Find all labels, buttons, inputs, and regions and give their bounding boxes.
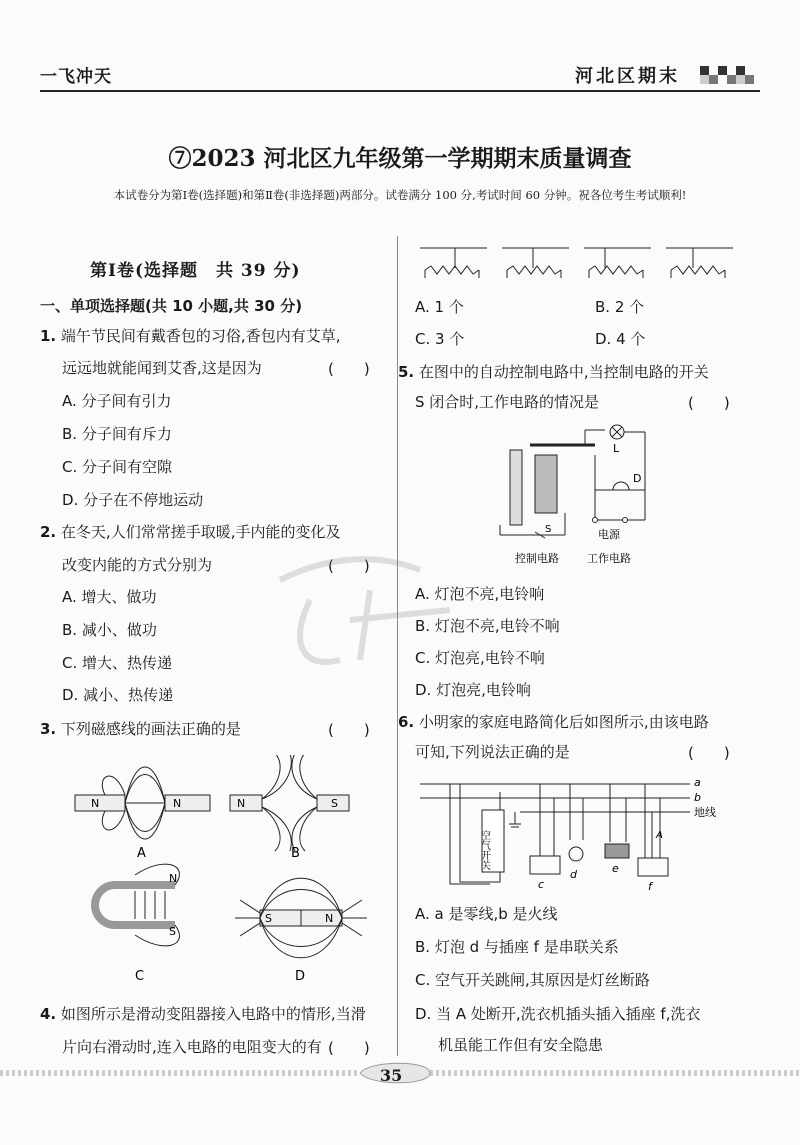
page-number: 35 — [380, 1066, 403, 1085]
question-5-line-1: 5. 在图中的自动控制电路中,当控制电路的开关 — [398, 363, 709, 381]
q2-option-a: A. 增大、做功 — [62, 588, 157, 606]
line-a-label: a — [694, 776, 701, 789]
q6-option-a: A. a 是零线,b 是火线 — [415, 905, 558, 923]
q1-option-c: C. 分子间有空隙 — [62, 458, 173, 476]
q5-option-a: A. 灯泡不亮,电铃响 — [415, 585, 545, 603]
question-3-line-1: 3. 下列磁感线的画法正确的是 — [40, 720, 241, 738]
socket-f-label: f — [648, 880, 652, 892]
figure-label-d: D — [295, 969, 306, 984]
breaker-label: 空气开关 — [478, 830, 490, 870]
pole-label: S — [331, 797, 338, 810]
lamp-label: L — [613, 442, 620, 455]
question-4-line-1: 4. 如图所示是滑动变阻器接入电路中的情形,当滑 — [40, 1005, 366, 1023]
relay-circuit-figure — [495, 420, 665, 570]
answer-blank: ( ) — [328, 721, 370, 739]
q1-option-d: D. 分子在不停地运动 — [62, 491, 204, 509]
figure-label-b: B — [291, 846, 300, 861]
power-label: 电源 — [598, 528, 620, 541]
switch-e-label: e — [612, 862, 619, 875]
q2-option-b: B. 减小、做功 — [62, 621, 157, 639]
work-circuit-label: 工作电路 — [587, 552, 631, 565]
part-one-title: 第Ⅰ卷(选择题 共 39 分) — [90, 261, 301, 281]
q6-option-b: B. 灯泡 d 与插座 f 是串联关系 — [415, 938, 619, 956]
q4-option-d: D. 4 个 — [595, 330, 646, 348]
answer-blank: ( ) — [328, 1039, 370, 1057]
pole-label: N — [91, 797, 100, 810]
answer-blank: ( ) — [328, 360, 370, 378]
answer-blank: ( ) — [688, 394, 730, 412]
q4-option-a: A. 1 个 — [415, 298, 464, 316]
figure-label-c: C — [135, 969, 145, 984]
section-heading: 一、单项选择题(共 10 小题,共 30 分) — [40, 297, 303, 315]
pole-label: S — [265, 912, 272, 925]
magnetic-field-figures — [55, 755, 385, 985]
q1-option-a: A. 分子间有引力 — [62, 392, 172, 410]
question-1-line-1: 1. 端午节民间有戴香包的习俗,香包内有艾草, — [40, 327, 341, 345]
pole-label: N — [173, 797, 182, 810]
header-rule — [40, 90, 760, 92]
exam-instructions: 本试卷分为第Ⅰ卷(选择题)和第Ⅱ卷(非选择题)两部分。试卷满分 100 分,考试时间 60 分钟。祝各位考生考试顺利! — [113, 188, 687, 202]
pole-label: S — [169, 925, 176, 938]
answer-blank: ( ) — [688, 744, 730, 762]
q6-option-c: C. 空气开关跳闸,其原因是灯丝断路 — [415, 971, 650, 989]
q5-option-c: C. 灯泡亮,电铃不响 — [415, 649, 545, 667]
answer-blank: ( ) — [328, 557, 370, 575]
q2-option-d: D. 减小、热传递 — [62, 686, 174, 704]
q1-option-b: B. 分子间有斥力 — [62, 425, 172, 443]
figure-label-a: A — [137, 846, 146, 861]
q4-option-b: B. 2 个 — [595, 298, 645, 316]
line-b-label: b — [694, 791, 701, 804]
checker-decoration — [700, 66, 754, 88]
section-label: 河北区期末 — [575, 66, 680, 87]
question-2-line-1: 2. 在冬天,人们常常搓手取暖,手内能的变化及 — [40, 523, 341, 541]
q5-option-d: D. 灯泡亮,电铃响 — [415, 681, 531, 699]
lamp-d-label: d — [570, 868, 577, 881]
bell-label: D — [633, 472, 642, 485]
question-6-line-1: 6. 小明家的家庭电路简化后如图所示,由该电路 — [398, 713, 709, 731]
pole-label: N — [169, 872, 178, 885]
brand-logo-text: 一飞冲天 — [40, 67, 112, 87]
ground-line-label: 地线 — [694, 806, 716, 819]
question-6-line-2: 可知,下列说法正确的是 — [415, 743, 570, 761]
socket-c-label: c — [538, 878, 545, 891]
q6-option-d-line-2: 机虽能工作但有安全隐患 — [438, 1036, 604, 1054]
question-2-line-2: 改变内能的方式分别为 — [62, 556, 213, 574]
pole-label: N — [325, 912, 334, 925]
question-4-line-2: 片向右滑动时,连入电路的电阻变大的有 — [62, 1038, 322, 1056]
q4-option-c: C. 3 个 — [415, 330, 465, 348]
q2-option-c: C. 增大、热传递 — [62, 654, 173, 672]
point-a-label: A — [656, 830, 663, 841]
q6-option-d-line-1: D. 当 A 处断开,洗衣机插头插入插座 f,洗衣 — [415, 1005, 701, 1023]
rheostat-figures — [415, 240, 745, 285]
q5-option-b: B. 灯泡不亮,电铃不响 — [415, 617, 560, 635]
switch-label: S — [545, 524, 552, 535]
question-1-line-2: 远远地就能闻到艾香,这是因为 — [62, 359, 262, 377]
page-title: ⑦2023 河北区九年级第一学期期末质量调查 — [168, 145, 632, 172]
household-circuit-figure — [420, 772, 740, 892]
control-circuit-label: 控制电路 — [515, 552, 559, 565]
pole-label: N — [237, 797, 246, 810]
question-5-line-2: S 闭合时,工作电路的情况是 — [415, 393, 600, 411]
watermark-logo — [250, 540, 500, 690]
